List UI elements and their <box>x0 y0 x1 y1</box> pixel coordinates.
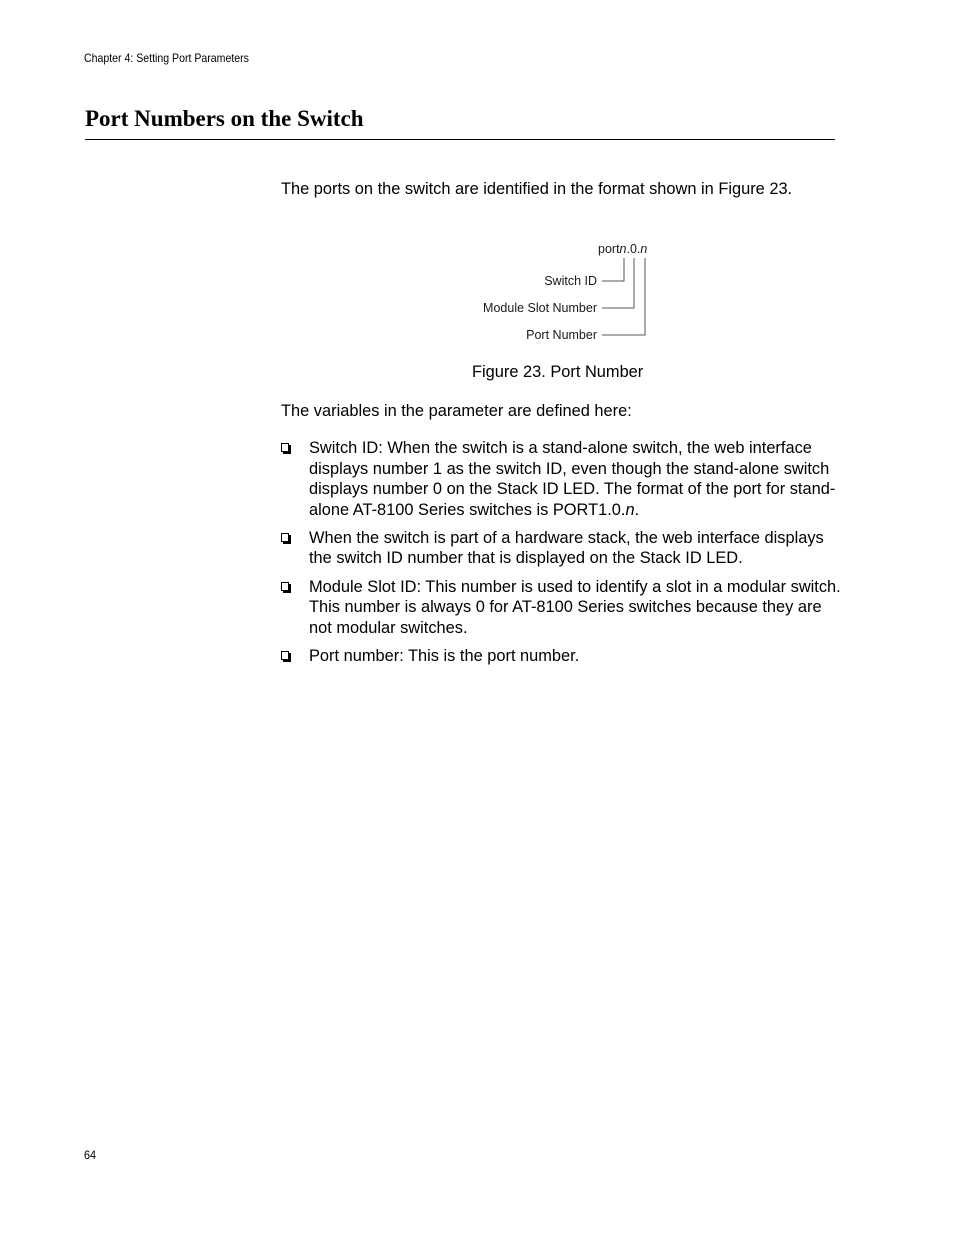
port-number-diagram <box>470 236 660 346</box>
checkbox-bullet-icon <box>281 443 289 452</box>
checkbox-bullet-icon <box>281 533 289 542</box>
checkbox-bullet-icon <box>281 582 289 591</box>
variables-intro: The variables in the parameter are defined here: <box>281 402 632 420</box>
port-format-label: portn.0.n <box>598 242 648 256</box>
running-header: Chapter 4: Setting Port Parameters <box>84 51 249 65</box>
heading-rule <box>85 139 835 140</box>
page-number: 64 <box>84 1148 97 1162</box>
section-title: Port Numbers on the Switch <box>85 106 364 131</box>
switch-id-description: Switch ID: When the switch is a stand-alone switch, the web interface displays number 1 as the switch ID, even though the stand-alone switch displays number 0 on the Stack ID LED. The format of the port for stand-alone AT-8100 Series switches is PORT1.0. <box>309 439 836 519</box>
leader-lines <box>602 258 645 335</box>
switch-id-end: . <box>634 500 640 519</box>
list-item <box>281 438 843 520</box>
list-item <box>281 646 843 667</box>
checkbox-bullet-icon <box>281 651 289 660</box>
list-item <box>281 528 843 569</box>
port-number-label: Port Number <box>526 328 597 342</box>
variables-list <box>281 438 843 674</box>
module-slot-description: Module Slot ID: This number is used to identify a slot in a modular switch. This number is always 0 for AT-8100 Series switches because they are not modular switches. <box>309 577 841 637</box>
switch-id-variable: n <box>625 500 635 519</box>
module-slot-label: Module Slot Number <box>483 301 597 315</box>
intro-paragraph: The ports on the switch are identified in the format shown in Figure 23. <box>281 180 793 198</box>
port-number-description: Port number: This is the port number. <box>309 646 580 665</box>
list-item <box>281 577 843 639</box>
switch-id-label: Switch ID <box>544 274 597 288</box>
figure-caption: Figure 23. Port Number <box>472 363 644 381</box>
stack-description: When the switch is part of a hardware stack, the web interface displays the switch ID number that is displayed on the Stack ID LED. <box>309 528 824 568</box>
